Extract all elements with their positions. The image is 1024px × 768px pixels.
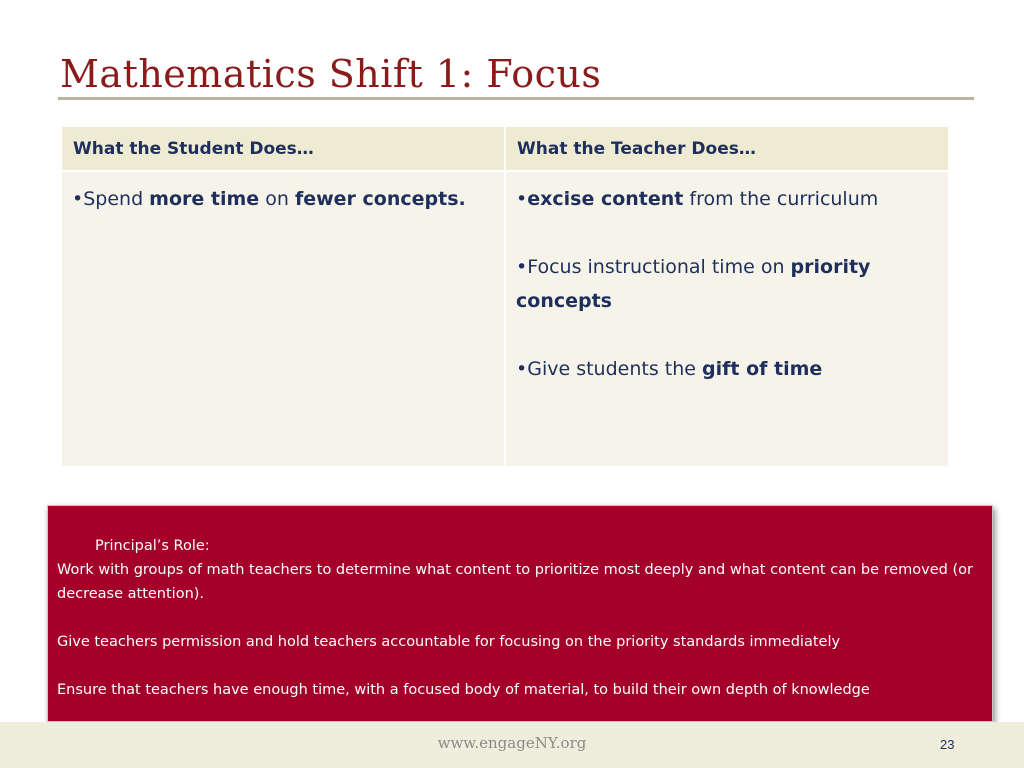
- header-teacher: What the Teacher Does…: [505, 126, 949, 171]
- bullet: •: [516, 188, 528, 210]
- spacer: [57, 606, 982, 630]
- teacher-text-1: from the curriculum: [683, 188, 879, 210]
- student-teacher-table: [60, 125, 950, 468]
- footer-url: www.engageNY.org: [437, 734, 587, 752]
- principal-role-line-2: Give teachers permission and hold teachers accountable for focusing on the priority standards immediately: [57, 634, 841, 650]
- table-header-row: [61, 126, 949, 171]
- student-cell: [61, 171, 505, 467]
- spacer: [516, 318, 938, 352]
- teacher-item: [516, 352, 938, 386]
- header-student: What the Student Does…: [61, 126, 505, 171]
- student-bold-2: fewer concepts.: [294, 188, 466, 210]
- teacher-bold-3: gift of time: [702, 358, 823, 380]
- title-divider: [58, 97, 974, 100]
- student-text-1: Spend: [83, 188, 150, 210]
- principal-role-heading: Principal’s Role:: [95, 538, 210, 554]
- teacher-cell: [505, 171, 949, 467]
- principal-role-box: [47, 505, 993, 722]
- bullet: •: [72, 188, 84, 210]
- teacher-text-2: Focus instructional time on: [527, 256, 791, 278]
- focus-table: [60, 125, 950, 468]
- bullet: •: [516, 358, 528, 380]
- teacher-text-3: Give students the: [527, 358, 702, 380]
- principal-role-line-3: Ensure that teachers have enough time, with a focused body of material, to build their own depth of knowledge: [57, 682, 870, 698]
- principal-role-line-1: Work with groups of math teachers to determine what content to prioritize most deeply and what content can be removed (or decrease attention).: [57, 562, 973, 602]
- student-bold-1: more time: [149, 188, 260, 210]
- teacher-bold-1: excise content: [527, 188, 684, 210]
- bullet: •: [516, 256, 528, 278]
- table-row: [61, 171, 949, 467]
- teacher-item: [516, 182, 938, 216]
- slide-title: Mathematics Shift 1: Focus: [60, 52, 602, 96]
- teacher-bold-2: priority concepts: [516, 256, 871, 312]
- student-text-2: on: [259, 188, 295, 210]
- page-number: 23: [940, 737, 955, 752]
- teacher-item: [516, 250, 938, 318]
- spacer: [57, 654, 982, 678]
- spacer: [516, 216, 938, 250]
